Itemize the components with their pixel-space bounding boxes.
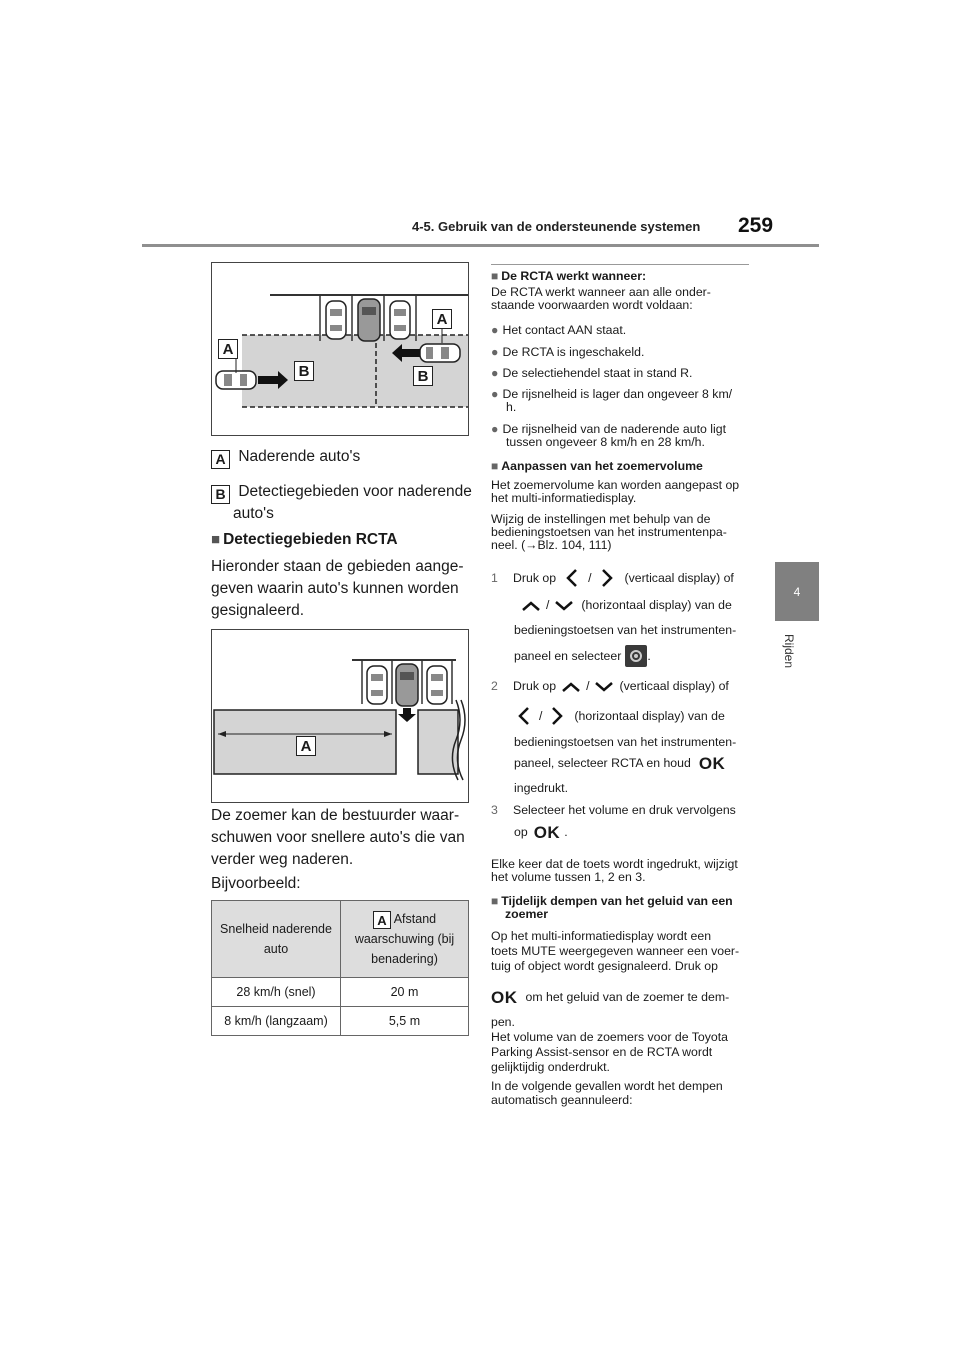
bullet-icon: ●: [491, 323, 499, 337]
ok-button-icon: OK: [491, 988, 518, 1007]
table-cell: 5,5 m: [341, 1007, 469, 1036]
chapter-tab: [775, 562, 819, 621]
body-line: bedieningstoetsen van het instrumentenpa-: [491, 525, 727, 539]
section-heading-continued: zoemer: [505, 907, 549, 921]
chevron-down-icon: [594, 681, 614, 693]
table-cell: 8 km/h (langzaam): [212, 1007, 341, 1036]
step-item-continued: ingedrukt.: [514, 781, 569, 795]
heading-square-icon: ■: [491, 269, 499, 283]
table-row: [212, 1007, 469, 1036]
list-item: ● De RCTA is ingeschakeld.: [491, 345, 645, 359]
body-line: verder weg naderen.: [211, 851, 354, 868]
step-item: 2 Druk op / (verticaal display) of: [491, 679, 729, 693]
body-line: staande voorwaarden wordt voldaan:: [491, 298, 693, 312]
list-item: ● De rijsnelheid van de naderende auto ligt: [491, 422, 726, 436]
figure-detection-areas: [211, 262, 469, 436]
body-line: toets MUTE weergegeven wanneer een voer-: [491, 944, 740, 958]
own-car-icon: [358, 299, 380, 341]
legend-text: Detectiegebieden voor naderende: [238, 483, 472, 500]
body-line: gelijktijdig onderdrukt.: [491, 1060, 610, 1074]
bullet-icon: ●: [491, 387, 499, 401]
section-heading: ■ Aanpassen van het zoemervolume: [491, 459, 703, 473]
figure-detection-areas-drawing: [212, 263, 468, 435]
body-line: gesignaleerd.: [211, 602, 305, 619]
step-item-continued: / (horizontaal display) van de: [517, 706, 725, 726]
legend-item: [211, 446, 360, 469]
chevron-left-icon: [565, 568, 579, 588]
body-line: De RCTA werkt wanneer aan alle onder-: [491, 285, 711, 299]
settings-gear-icon: [625, 645, 647, 667]
ok-button-icon: OK: [533, 823, 561, 842]
warning-distance-table: [211, 900, 469, 1036]
table-cell: 20 m: [341, 978, 469, 1007]
ok-button-icon: OK: [698, 754, 726, 773]
figure-label-b: B: [413, 366, 433, 386]
chevron-down-icon: [554, 600, 574, 612]
body-line: Elke keer dat de toets wordt ingedrukt, wijzigt: [491, 857, 738, 871]
heading-square-icon: ■: [491, 894, 499, 908]
body-line: Wijzig de instellingen met behulp van de: [491, 512, 711, 526]
chevron-right-icon: [600, 568, 614, 588]
step-item-continued: paneel, selecteer RCTA en houd OK: [514, 754, 726, 773]
legend-key: B: [211, 485, 230, 504]
body-line: geven waarin auto's kunnen worden: [211, 580, 459, 597]
step-item-continued: bedieningstoetsen van het instrumenten-: [514, 735, 737, 749]
legend-text: Naderende auto's: [238, 448, 361, 465]
legend-text: auto's: [233, 505, 274, 522]
figure-warning-distance: [211, 629, 469, 803]
bullet-icon: ●: [491, 366, 499, 380]
parked-car-icon: [326, 301, 346, 339]
approaching-car-icon: [216, 371, 256, 389]
body-line: tuig of object wordt gesignaleerd. Druk op: [491, 959, 718, 973]
body-line: pen.: [491, 1015, 515, 1029]
step-item: 3 Selecteer het volume en druk vervolgens: [491, 803, 736, 817]
bullet-icon: ●: [491, 422, 499, 436]
body-line: neel. (→Blz. 104, 111): [491, 538, 612, 552]
figure-label-a: A: [218, 339, 238, 359]
body-line: automatisch geannuleerd:: [491, 1093, 633, 1107]
chapter-number: 4: [793, 584, 801, 599]
body-line: Hieronder staan de gebieden aange-: [211, 558, 464, 575]
body-line: Op het multi-informatiedisplay wordt een: [491, 929, 712, 943]
figure-label-b: B: [294, 361, 314, 381]
list-item: ● De rijsnelheid is lager dan ongeveer 8 km/: [491, 387, 733, 401]
step-item-continued: paneel en selecteer .: [514, 645, 651, 667]
arrow-down-icon: [398, 708, 416, 722]
approaching-car-icon: [420, 344, 460, 362]
table-header: A Afstand waarschuwing (bij benadering): [341, 901, 469, 978]
chevron-right-icon: [550, 706, 564, 726]
step-item-continued: op OK .: [514, 823, 568, 842]
chapter-label: Rijden: [782, 634, 796, 669]
parked-car-icon: [367, 666, 387, 704]
section-heading: ■ Detectiegebieden RCTA: [211, 531, 398, 548]
body-line: schuwen voor snellere auto's die van: [211, 829, 465, 846]
body-line: OK om het geluid van de zoemer te dem-: [491, 988, 730, 1007]
chevron-up-icon: [561, 681, 581, 693]
body-line: het volume tussen 1, 2 en 3.: [491, 870, 646, 884]
table-row: [212, 978, 469, 1007]
legend-key: A: [211, 450, 230, 469]
legend-item: [211, 481, 472, 504]
section-heading: ■ Tijdelijk dempen van het geluid van een: [491, 894, 733, 908]
body-line: In de volgende gevallen wordt het dempen: [491, 1079, 723, 1093]
step-item: 1 Druk op / (verticaal display) of: [491, 568, 734, 588]
heading-square-icon: ■: [211, 531, 221, 548]
list-item-continued: tussen ongeveer 8 km/h en 28 km/h.: [506, 435, 705, 449]
bullet-icon: ●: [491, 345, 499, 359]
figure-label-a: A: [432, 309, 452, 329]
figure-warning-distance-drawing: [212, 630, 468, 802]
table-header: Snelheid naderende auto: [212, 901, 341, 978]
example-label: Bijvoorbeeld:: [211, 875, 301, 892]
heading-square-icon: ■: [491, 459, 499, 473]
body-line: Het volume van de zoemers voor de Toyota: [491, 1030, 728, 1044]
body-line: De zoemer kan de bestuurder waar-: [211, 807, 460, 824]
section-title: 4-5. Gebruik van de ondersteunende systemen: [412, 219, 701, 234]
body-line: Parking Assist-sensor en de RCTA wordt: [491, 1045, 713, 1059]
chevron-left-icon: [517, 706, 531, 726]
list-item: ● Het contact AAN staat.: [491, 323, 627, 337]
figure-label-a: A: [296, 736, 316, 756]
chevron-up-icon: [521, 600, 541, 612]
list-item: ● De selectiehendel staat in stand R.: [491, 366, 693, 380]
body-line: het multi-informatiedisplay.: [491, 491, 637, 505]
step-item-continued: bedieningstoetsen van het instrumenten-: [514, 623, 737, 637]
parked-car-icon: [390, 301, 410, 339]
table-header-key: A: [373, 911, 391, 929]
parked-car-icon: [427, 666, 447, 704]
header-rule: [142, 244, 819, 247]
column-rule: [491, 264, 749, 265]
list-item-continued: h.: [506, 400, 517, 414]
step-item-continued: / (horizontaal display) van de: [521, 599, 732, 612]
body-line: Het zoemervolume kan worden aangepast op: [491, 478, 740, 492]
section-heading: ■ De RCTA werkt wanneer:: [491, 269, 647, 283]
table-cell: 28 km/h (snel): [212, 978, 341, 1007]
page-number: 259: [738, 214, 774, 237]
own-car-icon: [396, 664, 418, 706]
